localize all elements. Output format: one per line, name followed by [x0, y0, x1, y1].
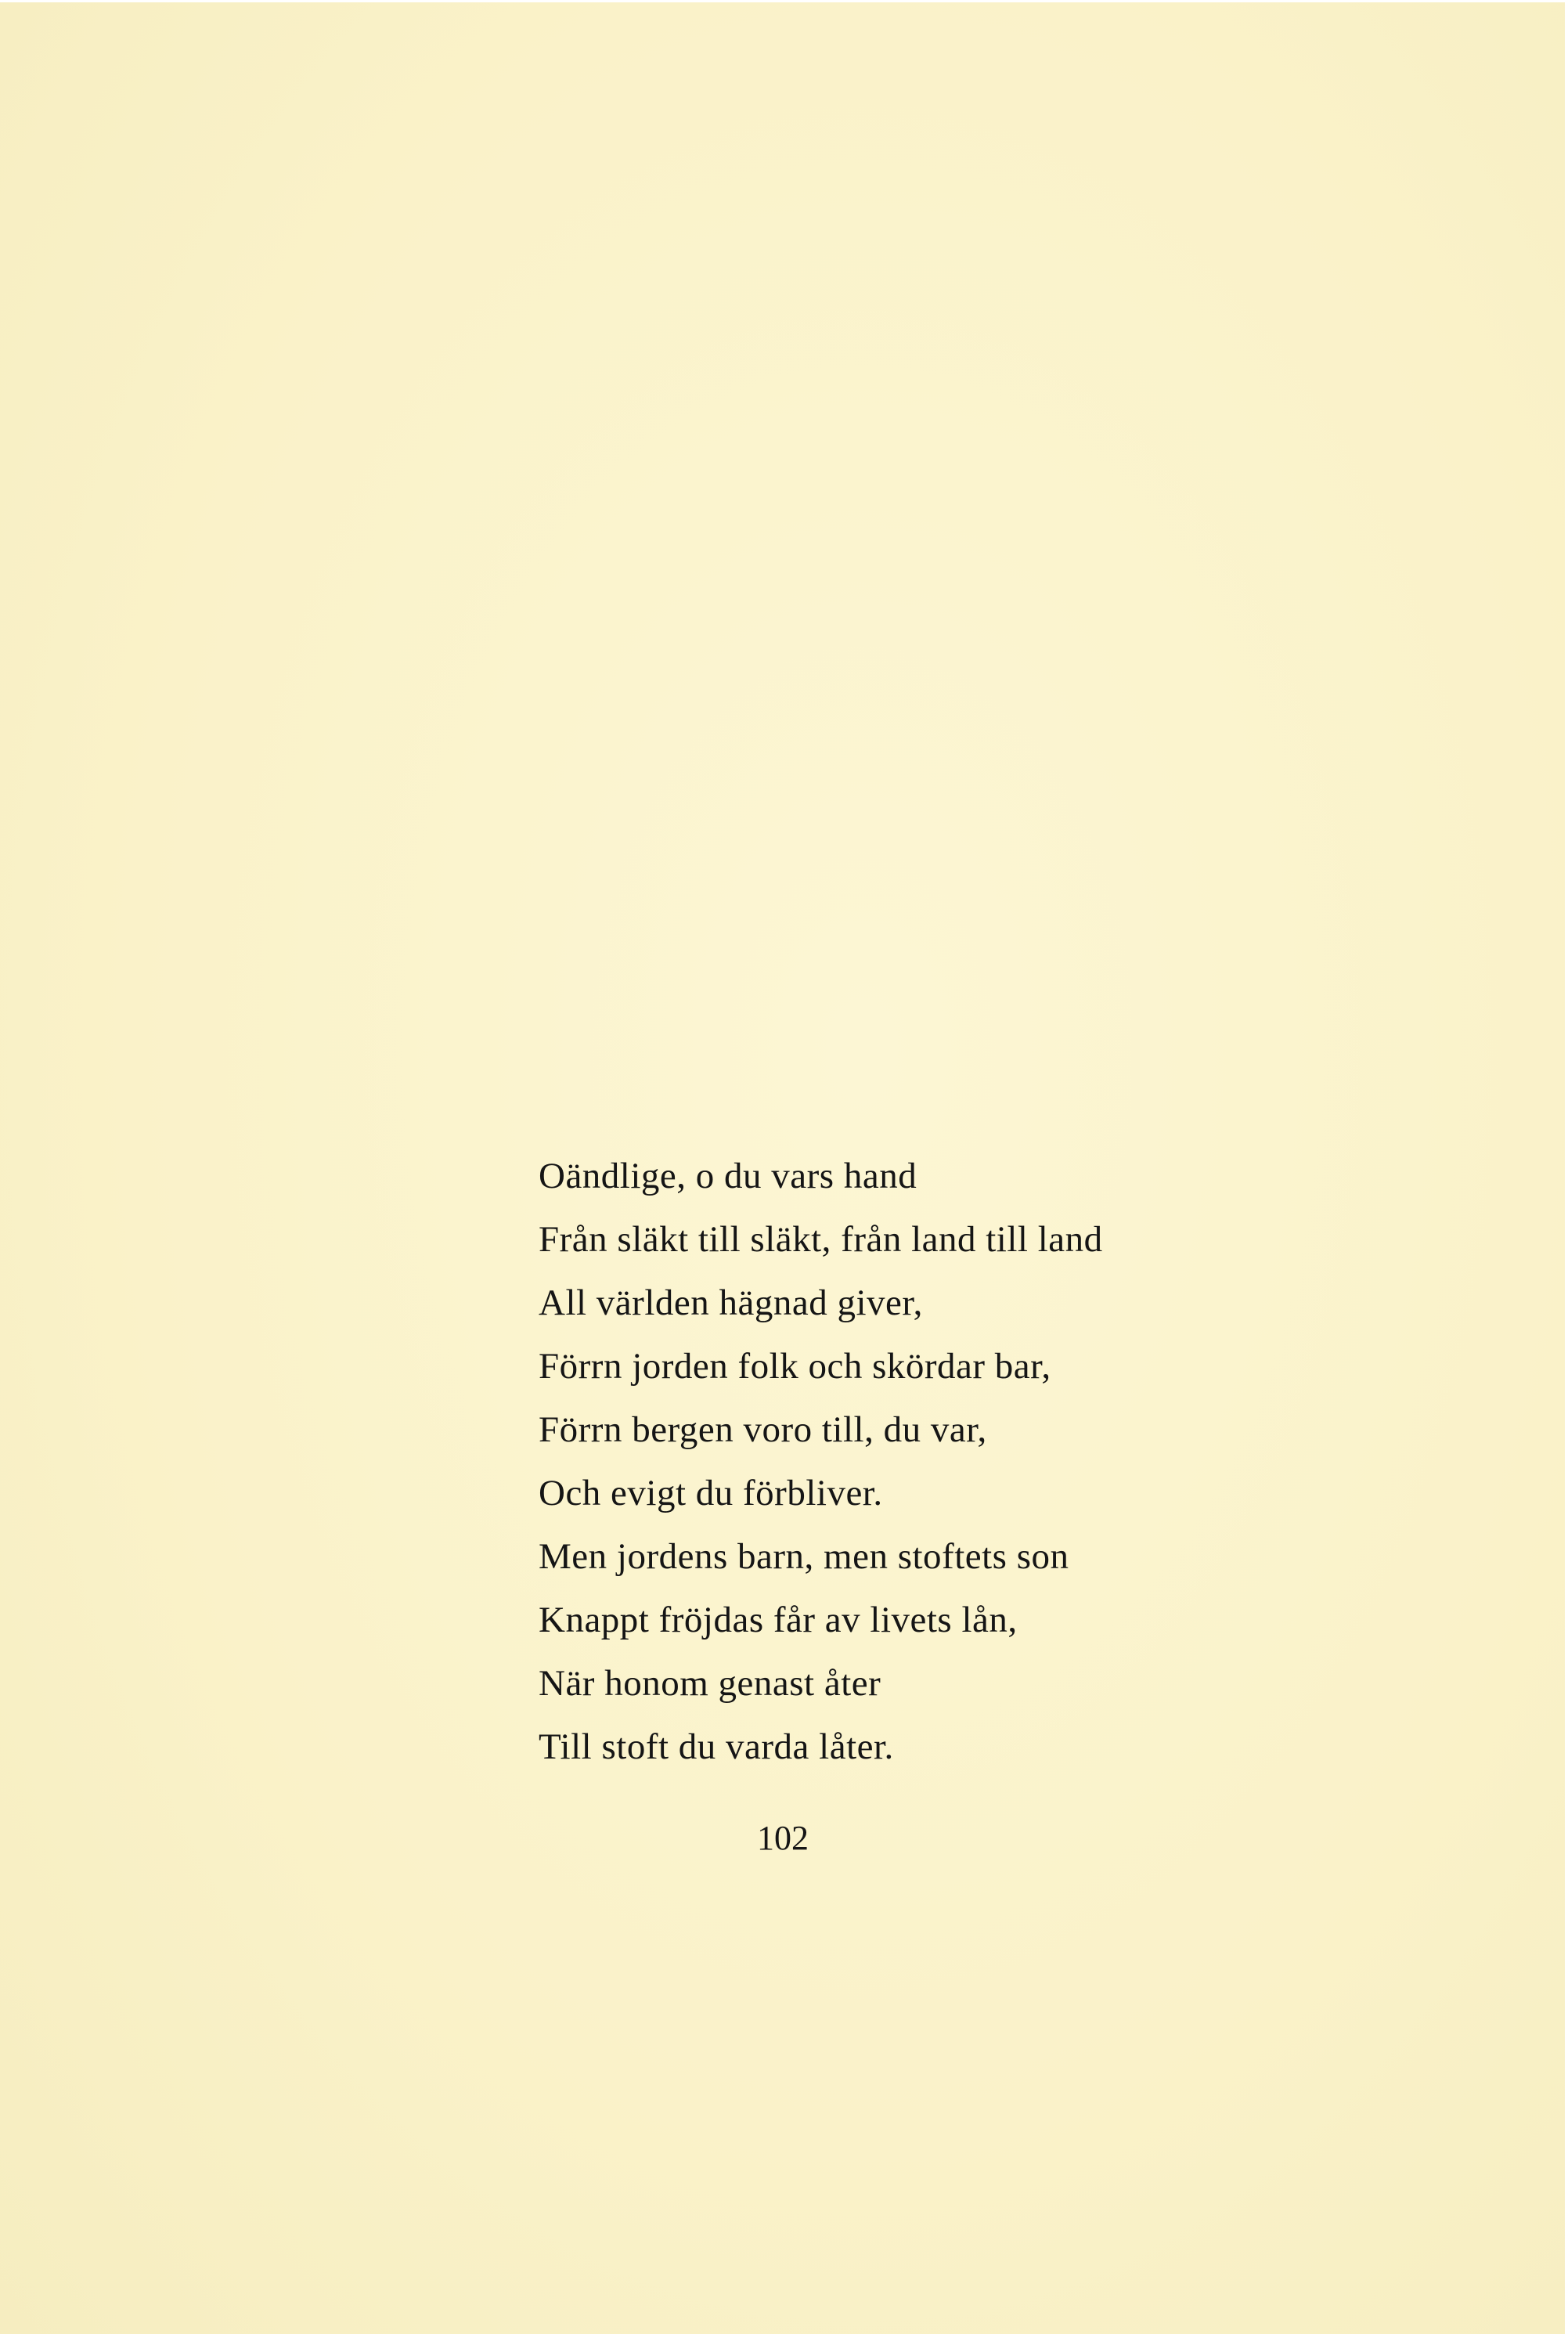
verse-line: Förrn jorden folk och skördar bar, [539, 1346, 1051, 1387]
verse-line: All världen hägnad giver, [539, 1282, 923, 1323]
page-edge-right [1565, 0, 1568, 2334]
verse-line: Oändlige, o du vars hand [539, 1156, 917, 1196]
verse-line: När honom genast åter [539, 1663, 881, 1704]
page-edge-top [0, 0, 1568, 2]
verse-line: Och evigt du förbliver. [539, 1473, 883, 1513]
verse-line: Men jordens barn, men stoftets son [539, 1536, 1069, 1577]
poem-stanza [539, 1145, 1321, 1779]
verse-line: Till stoft du varda låter. [539, 1726, 894, 1767]
page-number: 102 [757, 1819, 809, 1857]
verse-line: Förrn bergen voro till, du var, [539, 1409, 987, 1450]
verse-line: Knappt fröjdas får av livets lån, [539, 1600, 1018, 1640]
verse-line: Från släkt till släkt, från land till land [539, 1219, 1103, 1260]
